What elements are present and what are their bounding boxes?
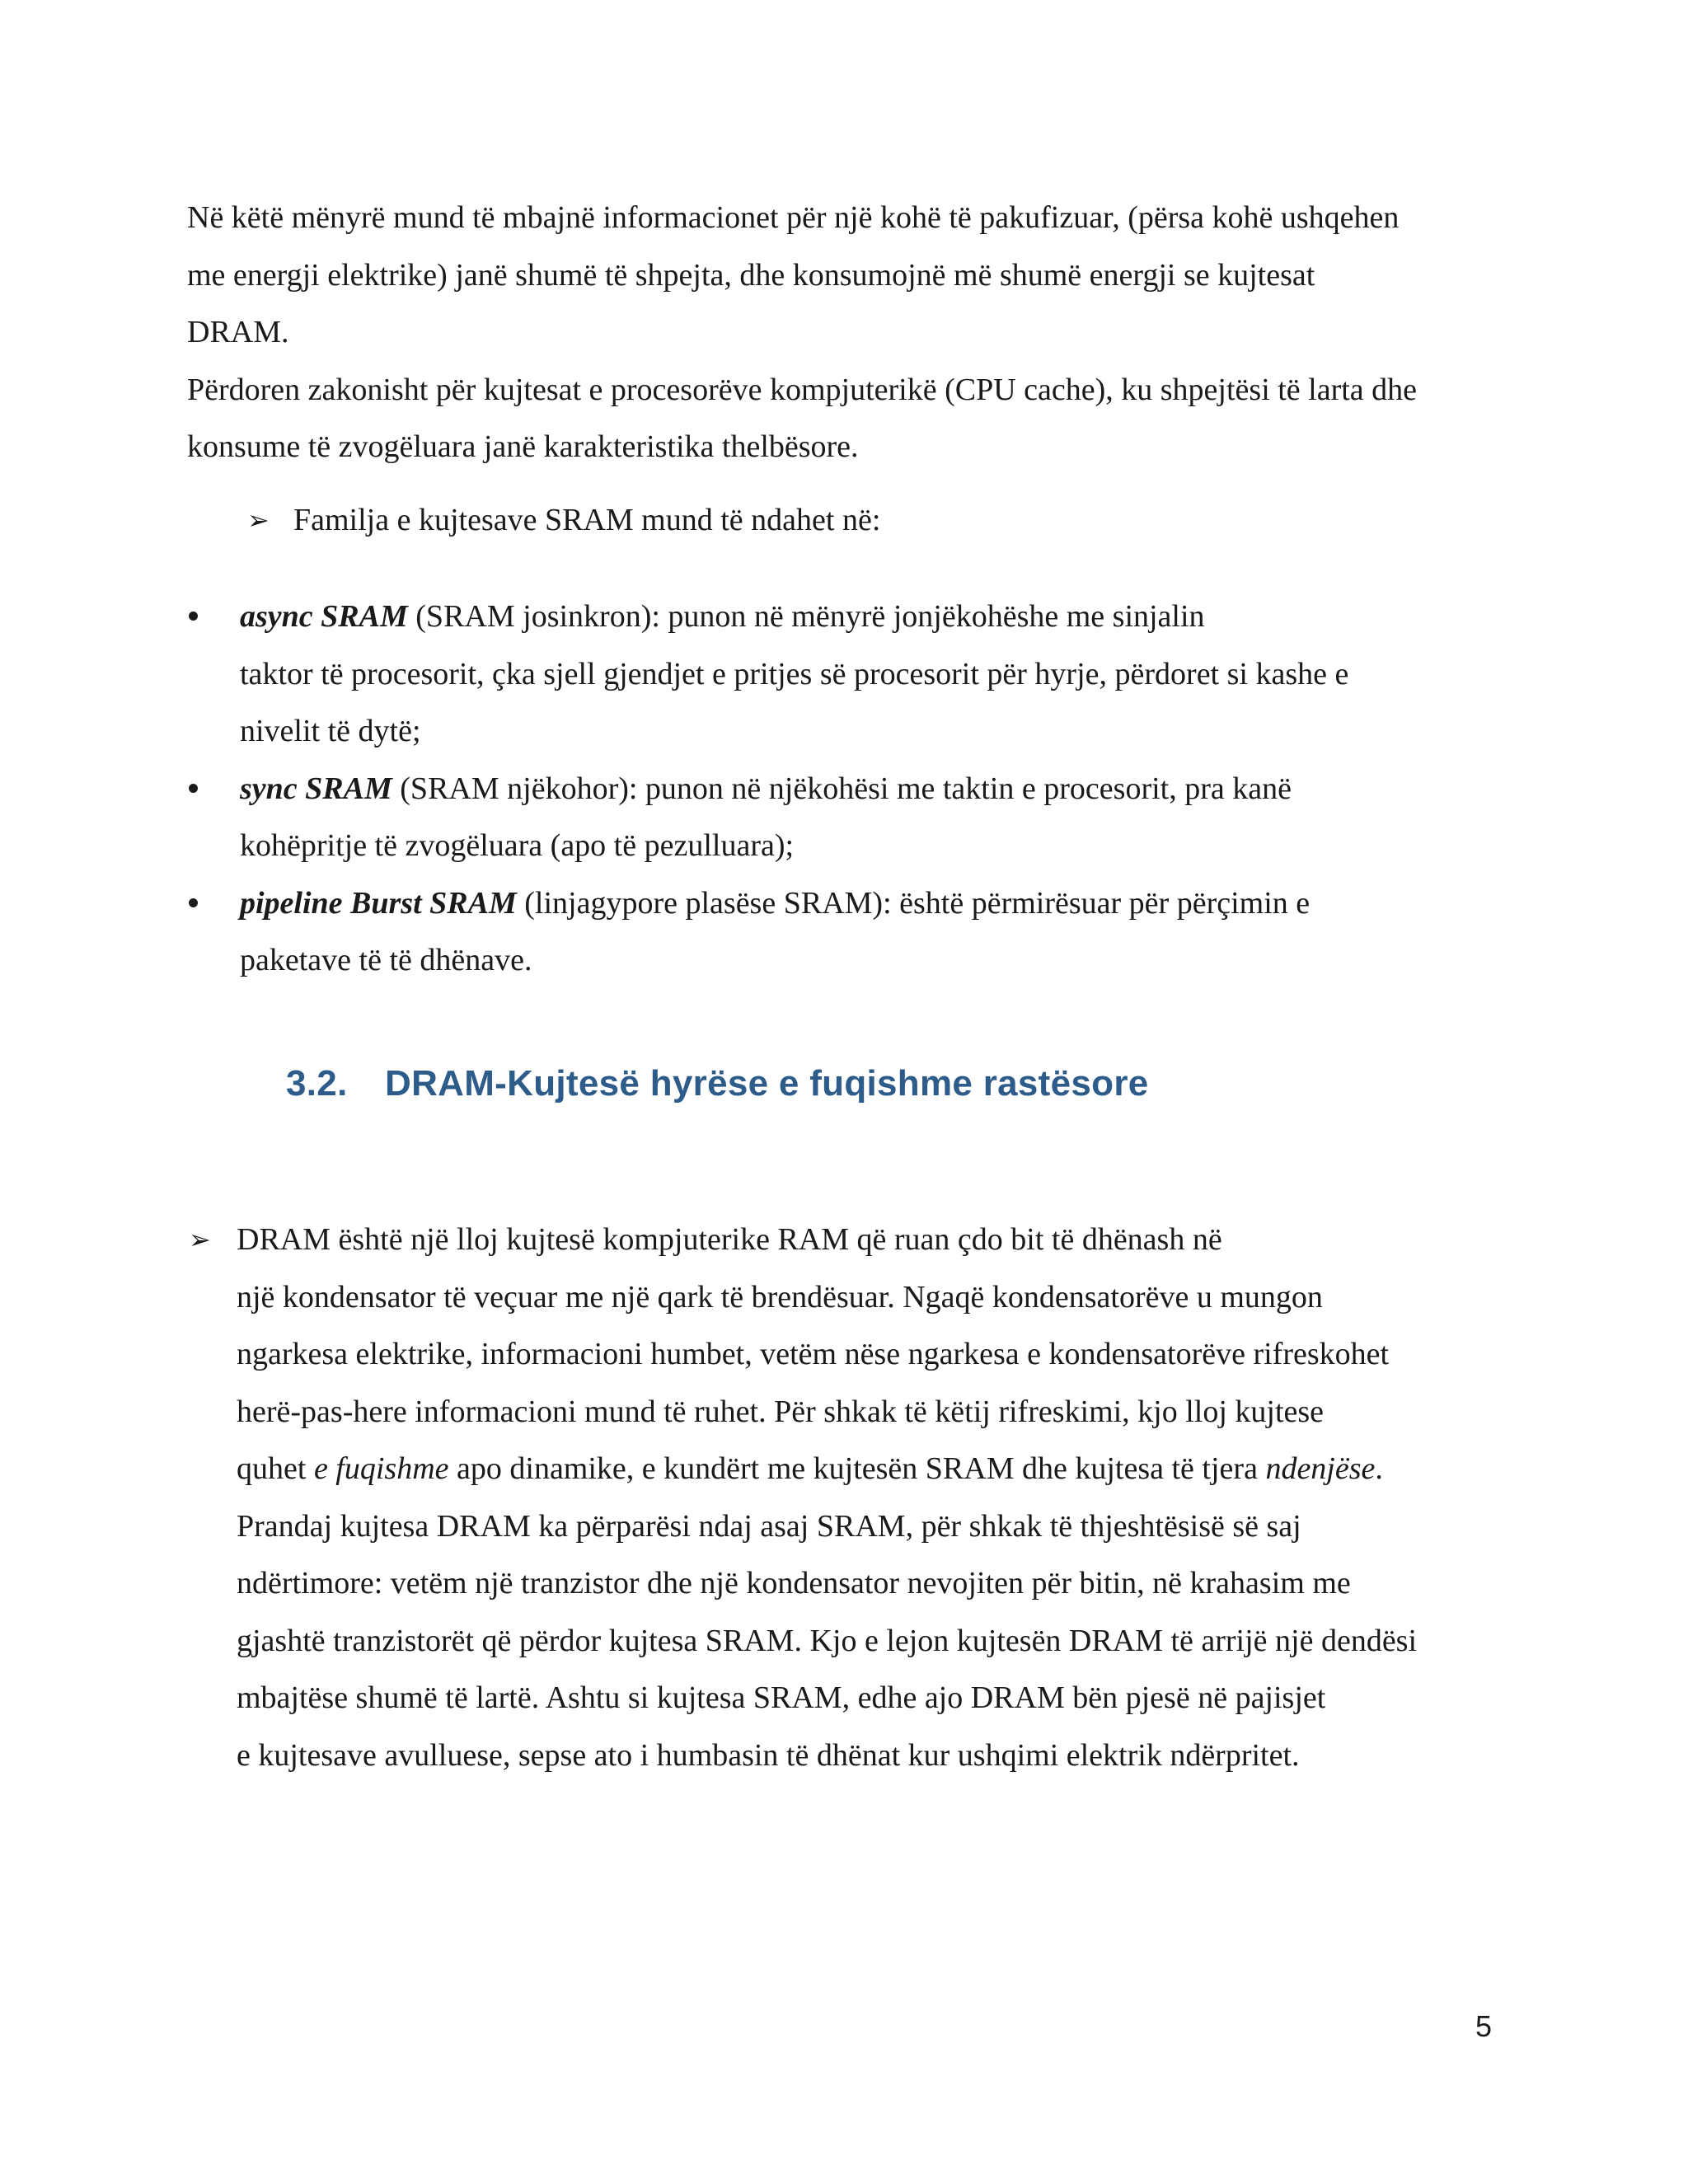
- term-async-sram: async SRAM: [240, 599, 408, 634]
- dram-line: DRAM është një lloj kujtesë kompjuterike RAM që ruan çdo bit të dhënash në: [237, 1222, 1222, 1257]
- sram-family-item: [247, 492, 881, 550]
- dram-line: mbajtëse shumë të lartë. Ashtu si kujtesa SRAM, edhe ajo DRAM bën pjesë në pajisjet: [237, 1680, 1326, 1715]
- dram-line: ngarkesa elektrike, informacioni humbet, vetëm nëse ngarkesa e kondensatorëve rifreskohet: [237, 1337, 1390, 1371]
- italic-term: e fuqishme: [313, 1451, 449, 1486]
- intro-line: Përdoren zakonisht për kujtesat e procesorëve kompjuterikë (CPU cache), ku shpejtësi të larta dhe: [187, 372, 1418, 407]
- list-item-text: kohëpritje të zvogëluara (apo të pezulluara);: [240, 828, 795, 863]
- list-item-text: nivelit të dytë;: [240, 714, 421, 748]
- dram-text: .: [1375, 1451, 1383, 1486]
- intro-line: konsume të zvogëluara janë karakteristika thelbësore.: [187, 429, 859, 464]
- dram-line: ndërtimore: vetëm një tranzistor dhe një kondensator nevojiten për bitin, në krahasim me: [237, 1566, 1351, 1601]
- arrow-bullet-icon: ➢: [189, 1224, 211, 1255]
- section-heading: [286, 1063, 1149, 1104]
- list-item-text: (linjagypore plasëse SRAM): është përmirësuar për përçimin e: [516, 885, 1311, 921]
- list-item-text: paketave të të dhënave.: [240, 943, 532, 977]
- list-item: [240, 761, 1559, 875]
- dram-line: [237, 1441, 1555, 1498]
- bullet-dot-icon: [189, 612, 198, 621]
- dram-text: apo dinamike, e kundërt me kujtesën SRAM dhe kujtesa të tjera: [448, 1451, 1266, 1486]
- section-number: 3.2.: [286, 1063, 348, 1104]
- sram-family-text: Familja e kujtesave SRAM mund të ndahet në:: [293, 503, 881, 537]
- term-pipeline-burst-sram: pipeline Burst SRAM: [240, 885, 517, 921]
- dram-line: herë-pas-here informacioni mund të ruhet. Për shkak të këtij rifreskimi, kjo lloj kujtese: [237, 1394, 1325, 1429]
- bullet-dot-icon: [189, 898, 198, 907]
- term-sync-sram: sync SRAM: [240, 771, 392, 806]
- list-item: [240, 875, 1559, 990]
- intro-line: Në këtë mënyrë mund të mbajnë informacionet për një kohë të pakufizuar, (përsa kohë ushqehen: [187, 200, 1400, 235]
- page-number: 5: [1475, 2009, 1493, 2043]
- list-item-text: (SRAM njëkohor): punon në njëkohësi me taktin e procesorit, pra kanë: [392, 771, 1292, 806]
- list-item-text: taktor të procesorit, çka sjell gjendjet e pritjes së procesorit për hyrje, përdoret si kashe e: [240, 656, 1349, 691]
- italic-term: ndenjëse: [1265, 1451, 1376, 1486]
- intro-line: DRAM.: [187, 315, 289, 349]
- list-item: [240, 588, 1559, 761]
- dram-text: quhet: [237, 1451, 314, 1486]
- dram-line: Prandaj kujtesa DRAM ka përparësi ndaj asaj SRAM, për shkak të thjeshtësisë së saj: [237, 1508, 1301, 1544]
- dram-line: gjashtë tranzistorët që përdor kujtesa SRAM. Kjo e lejon kujtesën DRAM të arrijë një dendësi: [237, 1623, 1418, 1658]
- list-item-text: (SRAM josinkron): punon në mënyrë jonjëkohëshe me sinjalin: [407, 599, 1205, 634]
- intro-line: me energji elektrike) janë shumë të shpejta, dhe konsumojnë më shumë energji se kujtesat: [187, 257, 1315, 293]
- arrow-bullet-icon: ➢: [247, 504, 270, 536]
- bullet-dot-icon: [189, 784, 198, 793]
- intro-paragraph: [187, 190, 1506, 476]
- dram-line: një kondensator të veçuar me një qark të brendësuar. Ngaqë kondensatorëve u mungon: [237, 1279, 1323, 1315]
- dram-line: e kujtesave avulluese, sepse ato i humbasin të dhënat kur ushqimi elektrik ndërpritet.: [237, 1737, 1300, 1773]
- dram-description-item: [189, 1212, 1555, 1784]
- section-title: DRAM-Kujtesë hyrëse e fuqishme rastësore: [385, 1063, 1149, 1104]
- sram-types-list: [240, 588, 1559, 990]
